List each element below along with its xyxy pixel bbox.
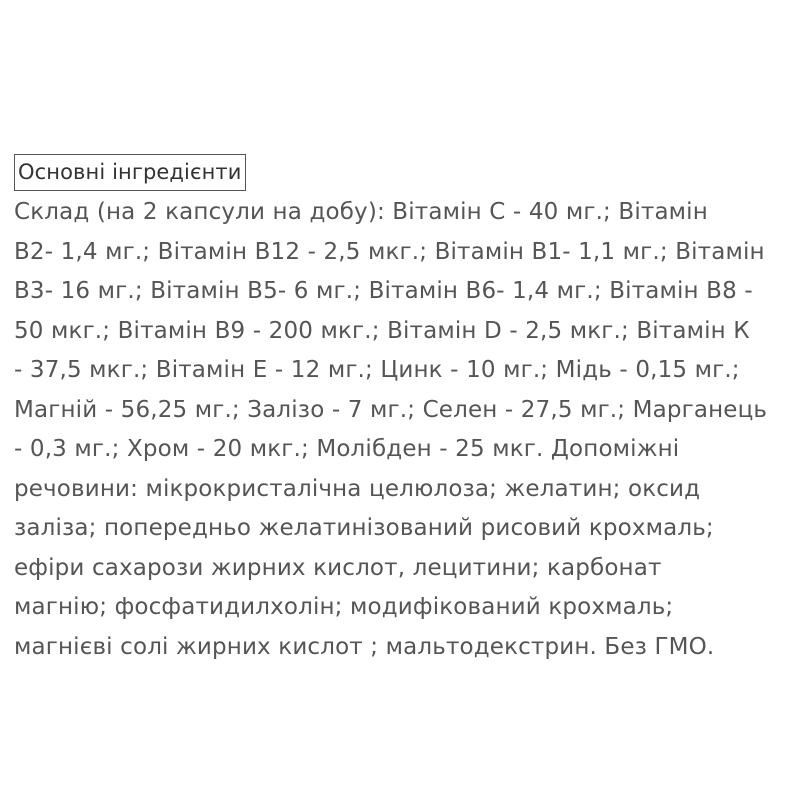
section-heading: Основні інгредієнти <box>14 154 246 191</box>
text-line: - 0,3 мг.; Хром - 20 мкг.; Молібден - 25 мкг. Допоміжні <box>14 436 680 462</box>
text-line: 50 мкг.; Вітамін В9 - 200 мкг.; Вітамін D - 2,5 мкг.; Вітамін К <box>14 317 750 344</box>
text-line: В3- 16 мг.; Вітамін В5- 6 мг.; Вітамін В6- 1,4 мг.; Вітамін В8 - <box>14 278 753 304</box>
text-line: речовини: мікрокристалічна целюлоза; желатин; оксид <box>14 475 701 502</box>
text-line: - 37,5 мкг.; Вітамін Е - 12 мг.; Цинк - 10 мг.; Мідь - 0,15 мг.; <box>14 357 740 383</box>
text-line: Склад (на 2 капсули на добу): Вітамін С - 40 мг.; Вітамін <box>14 199 708 225</box>
text-line: магнієві солі жирних кислот ; мальтодекстрин. Без ГМО. <box>14 633 715 660</box>
text-line: ефіри сахарози жирних кислот, лецитини; карбонат <box>14 554 662 581</box>
text-line: В2- 1,4 мг.; Вітамін В12 - 2,5 мкг.; Вітамін В1- 1,1 мг.; Вітамін <box>14 238 765 265</box>
ingredients-text <box>14 193 794 667</box>
text-line: заліза; попередньо желатинізований рисовий крохмаль; <box>14 515 714 541</box>
ingredients-section <box>14 154 794 667</box>
text-line: магнію; фосфатидилхолін; модифікований крохмаль; <box>14 594 674 620</box>
text-line: Магній - 56,25 мг.; Залізо - 7 мг.; Селен - 27,5 мг.; Марганець <box>14 396 768 423</box>
